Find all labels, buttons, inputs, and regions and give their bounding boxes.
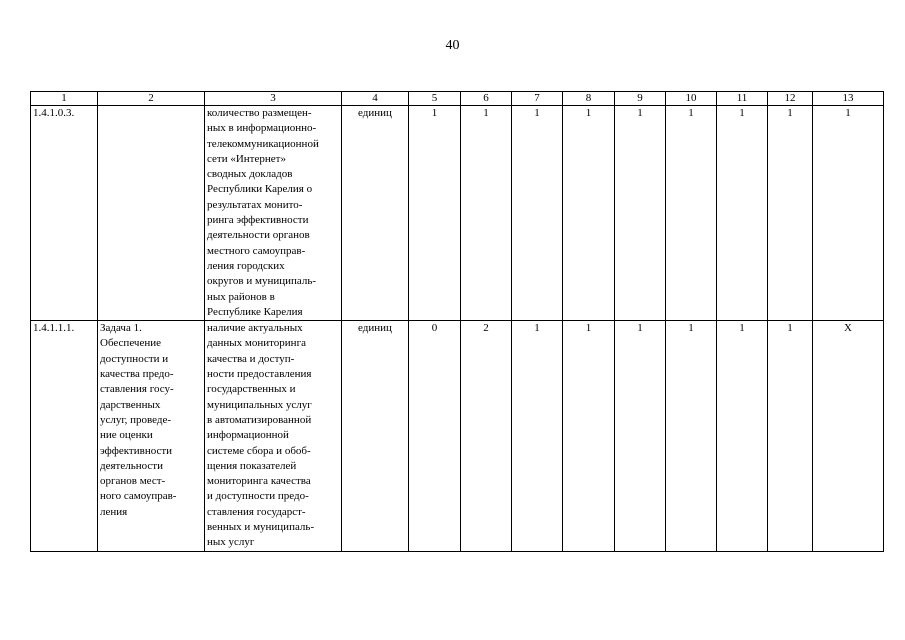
cell-text-line: качества предо- (100, 368, 174, 381)
cell-text-line: услуг, проведе- (100, 413, 172, 426)
header-cell: 2 (98, 92, 205, 106)
header-cell: 1 (31, 92, 98, 106)
row-value-cell: 1 (563, 106, 615, 321)
cell-text-line: деятельности органов (207, 229, 310, 242)
cell-text-line: деятельности (100, 459, 163, 472)
row-value-cell: 1 (666, 106, 717, 321)
cell-text-line: Задача 1. (100, 322, 142, 335)
header-cell: 4 (342, 92, 409, 106)
row-name-cell (98, 321, 205, 551)
cell-text-line: Обеспечение (100, 337, 161, 350)
row-indicator-cell (205, 321, 342, 551)
cell-text-line: телекоммуникационной (207, 137, 319, 150)
row-value-cell: 1 (615, 321, 666, 551)
cell-text-line: в автоматизированной (207, 413, 312, 426)
cell-text-line: ления городских (207, 259, 285, 272)
row-value-cell: 1 (461, 106, 512, 321)
row-code-cell: 1.4.1.1.1. (31, 321, 98, 551)
row-value-cell: 1 (768, 321, 813, 551)
cell-text-line: и доступности предо- (207, 490, 309, 503)
header-cell: 6 (461, 92, 512, 106)
table-row (31, 321, 884, 551)
cell-text-line: ставления государст- (207, 505, 306, 518)
header-cell: 9 (615, 92, 666, 106)
cell-text-line: венных и муниципаль- (207, 521, 315, 534)
row-value-cell: 1 (512, 321, 563, 551)
cell-text-line: ставления госу- (100, 383, 174, 396)
row-unit-cell: единиц (342, 321, 409, 551)
cell-text-line: органов мест- (100, 475, 166, 488)
cell-text-line: качества и доступ- (207, 352, 295, 365)
cell-text-line: сети «Интернет» (207, 152, 286, 165)
row-code-cell: 1.4.1.0.3. (31, 106, 98, 321)
cell-text-line: доступности и (100, 352, 169, 365)
cell-text-line: местного самоуправ- (207, 244, 306, 257)
cell-text-line: муниципальных услуг (207, 398, 312, 411)
row-value-cell: 1 (563, 321, 615, 551)
row-value-cell: 1 (666, 321, 717, 551)
cell-text-line: ние оценки (100, 429, 153, 442)
cell-text-line: ных районов в (207, 290, 275, 303)
header-cell: 5 (409, 92, 461, 106)
row-value-cell: 1 (615, 106, 666, 321)
cell-text-line: щения показателей (207, 459, 297, 472)
row-value-cell: 2 (461, 321, 512, 551)
indicators-table (30, 91, 884, 552)
page-number: 40 (445, 38, 460, 53)
cell-text-line: количество размещен- (207, 107, 312, 119)
cell-text-line: результатах монито- (207, 198, 303, 211)
cell-text-line: дарственных (100, 398, 161, 411)
cell-text-line: ных в информационно- (207, 122, 317, 135)
cell-text-line: ления (100, 505, 128, 518)
header-cell: 13 (813, 92, 884, 106)
row-value-cell: 1 (813, 106, 884, 321)
header-cell: 8 (563, 92, 615, 106)
header-row (31, 92, 884, 106)
cell-text-line: ринга эффективности (207, 214, 309, 227)
row-indicator-cell (205, 106, 342, 321)
cell-text-line: данных мониторинга (207, 337, 306, 350)
header-cell: 3 (205, 92, 342, 106)
cell-text-line: Республике Карелия (207, 305, 303, 318)
cell-text-line: округов и муниципаль- (207, 275, 317, 288)
row-value-cell: 1 (512, 106, 563, 321)
row-value-cell: 1 (717, 106, 768, 321)
cell-text-line: ного самоуправ- (100, 490, 177, 503)
row-value-cell: 1 (768, 106, 813, 321)
cell-text-line: системе сбора и обоб- (207, 444, 311, 457)
cell-text-line: наличие актуальных (207, 322, 303, 335)
cell-text-line: мониторинга качества (207, 475, 311, 488)
row-value-cell: X (813, 321, 884, 551)
header-cell: 7 (512, 92, 563, 106)
row-value-cell: 1 (717, 321, 768, 551)
cell-text-line: эффективности (100, 444, 173, 457)
header-cell: 10 (666, 92, 717, 106)
cell-text-line: информационной (207, 429, 289, 442)
row-name-cell (98, 106, 205, 321)
cell-text-line: ности предоставления (207, 368, 312, 381)
row-value-cell: 0 (409, 321, 461, 551)
header-cell: 12 (768, 92, 813, 106)
cell-text-line: сводных докладов (207, 168, 293, 181)
row-value-cell: 1 (409, 106, 461, 321)
row-unit-cell: единиц (342, 106, 409, 321)
table-row (31, 106, 884, 321)
cell-text-line: ных услуг (207, 536, 255, 549)
cell-text-line: Республики Карелия о (207, 183, 313, 196)
header-cell: 11 (717, 92, 768, 106)
table-body (31, 106, 884, 552)
cell-text-line: государственных и (207, 383, 296, 396)
